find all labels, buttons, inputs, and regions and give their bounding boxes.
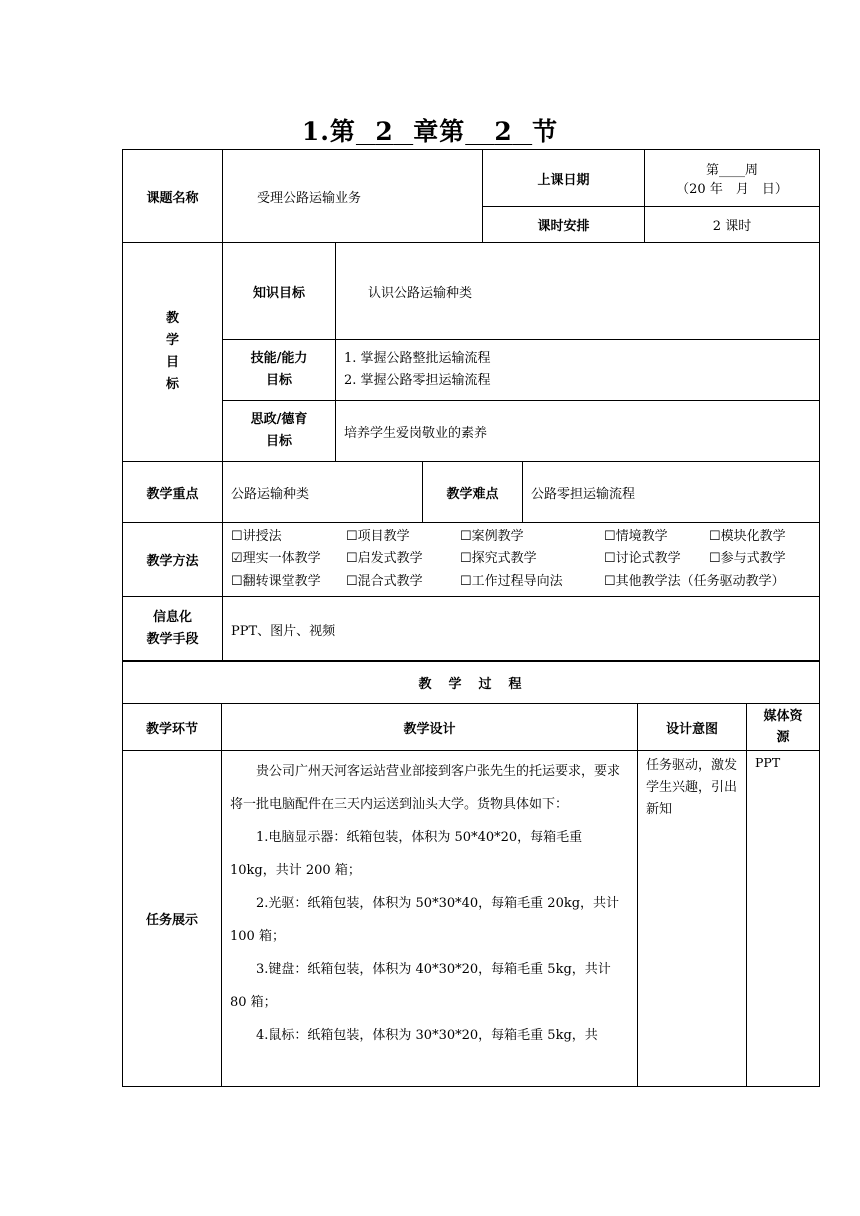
task-description: 贵公司广州天河客运站营业部接到客户张先生的托运要求，要求将一批电脑配件在三天内运送到汕头大学。货物具体如下： 1.电脑显示器：纸箱包装，体积为 50*40*20，每箱毛重 10kg，共计 200 箱； 2.光驱：纸箱包装，体积为 50*30*40，每箱毛重 20kg，共计 100 箱； 3.键盘：纸箱包装，体积为 40*30*20，每箱毛重 5kg，共计 80 箱； 4.鼠标：纸箱包装，体积为 30*30*20，每箱毛重 5kg，共 (222, 751, 638, 1087)
course-name-value: 受理公路运输业务 (223, 150, 483, 243)
key-point-value: 公路运输种类 (223, 462, 423, 523)
course-info-table (122, 149, 820, 243)
method-option[interactable]: ☐混合式教学 (346, 573, 423, 589)
method-option[interactable]: ☐项目教学 (346, 528, 410, 544)
info-tools-label: 信息化 教学手段 (123, 597, 223, 662)
method-option[interactable]: ☐讨论式教学 (604, 551, 681, 567)
method-option[interactable]: ☐情境教学 (604, 528, 668, 544)
design-intent: 任务驱动，激发学生兴趣，引出新知 (638, 751, 747, 1087)
method-row (231, 548, 819, 571)
method-option[interactable]: ☑理实一体教学 (231, 551, 321, 567)
teaching-method-label: 教学方法 (123, 523, 223, 597)
col-media-header: 媒体资 源 (747, 704, 820, 751)
class-date-value: 第____周 （20 年 月 日） (645, 150, 820, 207)
col-stage-header: 教学环节 (123, 704, 222, 751)
method-row (231, 571, 819, 594)
media-resource: PPT (747, 751, 820, 1087)
method-option[interactable]: ☐工作过程导向法 (460, 573, 563, 589)
knowledge-goal-value: 认识公路运输种类 (336, 243, 820, 340)
teaching-goals-label: 教 学 目 标 (123, 243, 223, 462)
class-hours-label: 课时安排 (483, 207, 645, 243)
key-point-label: 教学重点 (123, 462, 223, 523)
method-row (231, 526, 819, 549)
col-design-header: 教学设计 (222, 704, 638, 751)
process-heading: 教 学 过 程 (123, 661, 820, 704)
difficult-point-value: 公路零担运输流程 (523, 462, 820, 523)
teaching-method-options (223, 523, 820, 597)
teaching-goals-table (122, 242, 820, 462)
method-option[interactable]: ☐启发式教学 (346, 551, 423, 567)
ethics-goal-label: 思政/德育 目标 (223, 401, 336, 462)
class-date-label: 上课日期 (483, 150, 645, 207)
teaching-process-table (122, 660, 820, 1087)
method-option[interactable]: ☐参与式教学 (709, 551, 786, 567)
col-intent-header: 设计意图 (638, 704, 747, 751)
method-option[interactable]: ☐翻转课堂教学 (231, 573, 321, 589)
stage-task-display: 任务展示 (123, 751, 222, 1087)
class-hours-value: 2 课时 (645, 207, 820, 243)
skill-goal-value: 1. 掌握公路整批运输流程 2. 掌握公路零担运输流程 (336, 340, 820, 401)
course-name-label: 课题名称 (123, 150, 223, 243)
method-option[interactable]: ☐讲授法 (231, 528, 282, 544)
difficult-point-label: 教学难点 (423, 462, 523, 523)
method-option[interactable]: ☐模块化教学 (709, 528, 786, 544)
info-tools-value: PPT、图片、视频 (223, 597, 820, 662)
page-title: 1.第 2 章第 2 节 (301, 117, 559, 146)
knowledge-goal-label: 知识目标 (223, 243, 336, 340)
method-option[interactable]: ☐其他教学法（任务驱动教学） (604, 573, 785, 589)
ethics-goal-value: 培养学生爱岗敬业的素养 (336, 401, 820, 462)
method-option[interactable]: ☐探究式教学 (460, 551, 537, 567)
teaching-focus-table (122, 461, 820, 662)
skill-goal-label: 技能/能力 目标 (223, 340, 336, 401)
method-option[interactable]: ☐案例教学 (460, 528, 524, 544)
